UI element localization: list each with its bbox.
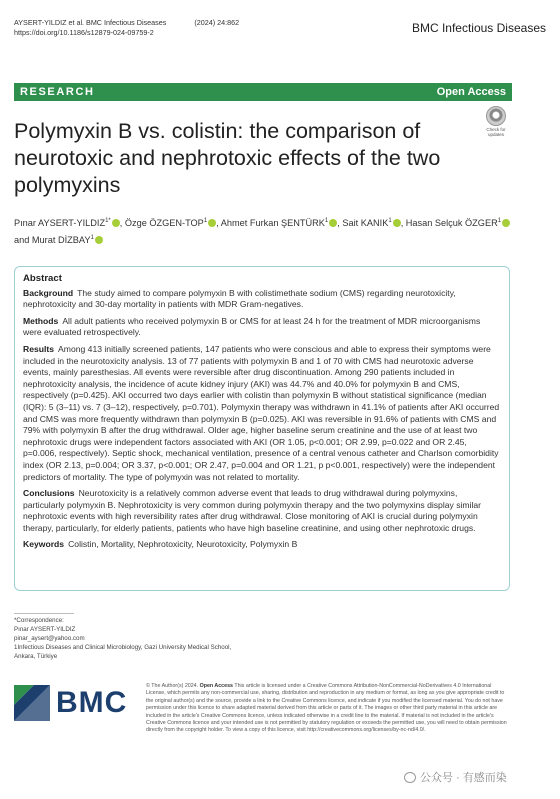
results-text: Among 413 initially screened patients, 147 patients who were conscious and able to express their symptoms were included in the neurotoxicity analysis. 13 of 77 patients with polymyxin B and 1 of 70 with CMS had neurotoxic adverse events, mainly paresthesias. All events were reversible after drug discontinuation. Among 290 patients included in nephrotoxicity analysis, the incidence of acute kidney injury (AKI) was 44.7% and 40.0% for polymyxin B and CMS, respectively (p=0.425). AKI occurred two days earlier with colistin than polymyxin B without statistical significance (median (IQR): 5 (3–11) vs. 7 (3–12), respectively, p=0.701). Polymyxin therapy was withdrawn in 41.1% of patients after AKI occurred and CMS was more frequently withdrawn than polymyxin B (p=0.025). AKI was reversible in 91.6% of patients with CMS and 79% with polymyxin B after the drug withdrawal. Older age, higher baseline serum creatinine and the use of at least two nephrotoxic drugs were independent factors associated with AKI (OR 1.05, p<0.001; OR 2.99, p=0.022 and OR 2.45, p=0.006, respectively). Septic shock, mechanical ventilation, presence of a central venous catheter and Charlson comorbidity index (OR 2.13, p=0.004; OR 3.37, p<0.001; OR 2.47, p=0.004 and OR 1.21, p p<0.001, respectively) were the independent predictors of mortality. The type of polymyxin was not related to mortality. <box>23 343 500 482</box>
author-affiliation-mark: 1 <box>324 218 329 224</box>
keywords-heading: Keywords <box>23 539 65 550</box>
methods-heading: Methods <box>23 315 59 326</box>
author-affiliation-mark: 1 <box>388 218 392 224</box>
author-name[interactable]: Ahmet Furkan ŞENTÜRK <box>220 218 325 229</box>
bmc-logo <box>14 683 134 723</box>
correspondence-affiliation: 1Infectious Diseases and Clinical Microbiology, Gazi University Medical School, Ankara, Türkiye <box>14 644 232 660</box>
methods-text: All adult patients who received polymyxin B or CMS for at least 24 h for the treatment of MDR microorganisms were evaluated retrospectively. <box>23 315 481 338</box>
orcid-icon[interactable] <box>208 219 216 227</box>
license-body: This article is licensed under a Creative Commons Attribution-NonCommercial-NoDerivatives 4.0 International License, which permits any non-commercial use, sharing, distribution and reproduction in any medium or format, as long as you give appropriate credit to the original author(s) and the source, provide a link to the Creative Commons licence, and indicate if you modified the licensed material. You do not have permission under this licence to share adapted material derived from this article or parts of it. The images or other third party material in this article are included in the article's Creative Commons licence, unless indicated otherwise in a credit line to the material. If material is not included in the article's Creative Commons licence and your intended use is not permitted by statutory regulation or exceeds the permitted use, you will need to obtain permission directly from the copyright holder. To view a copy of this licence, visit http://creativecommons.org/licenses/by-nc-nd/4.0/. <box>146 683 507 734</box>
authors-conjunction: and <box>14 235 30 246</box>
license-open-access: Open Access <box>199 683 233 689</box>
author-name[interactable]: Özge ÖZGEN-TOP <box>124 218 204 229</box>
journal-name: BMC Infectious Diseases <box>411 21 546 35</box>
orcid-icon[interactable] <box>502 219 510 227</box>
author-affiliation-mark: 1 <box>90 235 94 242</box>
author-affiliation-mark: 1* <box>105 218 111 224</box>
author-list: Pınar AYSERT-$YILDIZ^{1*}$ , Özge ÖZGEN-TOP$^1$ , Ahmet Furkan ŞENTÜRK$^1$ , Sait KANIK$^1$ , Hasan Selçuk ÖZGER$^1$ and Murat DİZBAY$^1$ <box>14 214 514 248</box>
background-heading: Background <box>23 287 74 298</box>
correspondence-label: *Correspondence: <box>14 617 64 624</box>
check-updates-label: Check for updates <box>486 127 506 137</box>
orcid-icon[interactable] <box>112 219 120 227</box>
correspondence-email[interactable]: pinar_aysert@yahoo.com <box>14 635 85 642</box>
citation-text: AYSERT-YILDIZ et al. BMC Infectious Diseases <box>14 18 167 27</box>
article-type-label: RESEARCH <box>20 86 95 98</box>
conclusions-heading: Conclusions <box>23 488 75 499</box>
bmc-logo-icon <box>14 685 50 721</box>
author-name[interactable]: Hasan Selçuk ÖZGER <box>405 218 498 229</box>
footnote-divider <box>14 613 74 614</box>
check-updates-icon <box>486 106 506 126</box>
orcid-icon[interactable] <box>393 219 401 227</box>
license-prefix: © The Author(s) 2024. <box>146 683 199 689</box>
bmc-logo-text: BMC <box>56 686 128 719</box>
keywords-text: Colistin, Mortality, Nephrotoxicity, Neurotoxicity, Polymyxin B <box>68 539 298 550</box>
results-heading: Results <box>23 343 55 354</box>
conclusions-text: Neurotoxicity is a relatively common adverse event that leads to drug withdrawal during polymyxins, particularly polymyxin B. Nephrotoxicity is very common during polymyxin therapy and the two polymyxins display similar nephrotoxic events with high reversibility rates after drug withdrawal. Close monitoring of AKI is crucial during polymyxin therapy, particularly, for elderly patients, patients who have high baseline creatinine, and using other nephrotoxic drugs. <box>23 488 482 533</box>
watermark-text: 公众号 · 有感而染 <box>420 772 507 784</box>
license-text <box>146 683 512 735</box>
background-text: The study aimed to compare polymyxin B with colistimethate sodium (CMS) regarding neurotoxicity, nephrotoxicity and 30-day mortality in patients with MDR Gram-negatives. <box>23 287 456 310</box>
abstract-background <box>23 288 501 311</box>
abstract-results <box>23 344 501 483</box>
check-for-updates-button[interactable] <box>482 106 510 140</box>
abstract-heading: Abstract <box>23 273 62 284</box>
doi-link[interactable]: https://doi.org/10.1186/s12879-024-09759-2 <box>14 28 154 37</box>
author-name[interactable]: Sait KANIK <box>342 218 389 229</box>
article-title: Polymyxin B vs. colistin: the comparison of neurotoxic and nephrotoxic effects of the two polymyxins <box>14 119 441 197</box>
abstract-methods <box>23 316 501 339</box>
author-affiliation-mark: 1 <box>203 218 208 224</box>
wechat-icon <box>404 772 416 783</box>
watermark <box>404 769 507 785</box>
page-header <box>14 18 546 38</box>
citation-year-volume: (2024) 24:862 <box>194 18 240 27</box>
abstract-box <box>14 266 510 591</box>
orcid-icon[interactable] <box>95 236 103 244</box>
abstract-keywords <box>23 539 501 551</box>
correspondence-name: Pınar AYSERT-YILDIZ <box>14 626 76 633</box>
author-name[interactable]: Murat DİZBAY <box>31 235 91 246</box>
abstract-conclusions <box>23 488 501 534</box>
open-access-label: Open Access <box>436 86 506 98</box>
article-type-band <box>14 83 512 101</box>
correspondence-block <box>14 616 244 661</box>
author-name[interactable]: Pınar AYSERT-YILDIZ <box>14 218 106 229</box>
orcid-icon[interactable] <box>329 219 337 227</box>
author-affiliation-mark: 1 <box>497 218 502 224</box>
